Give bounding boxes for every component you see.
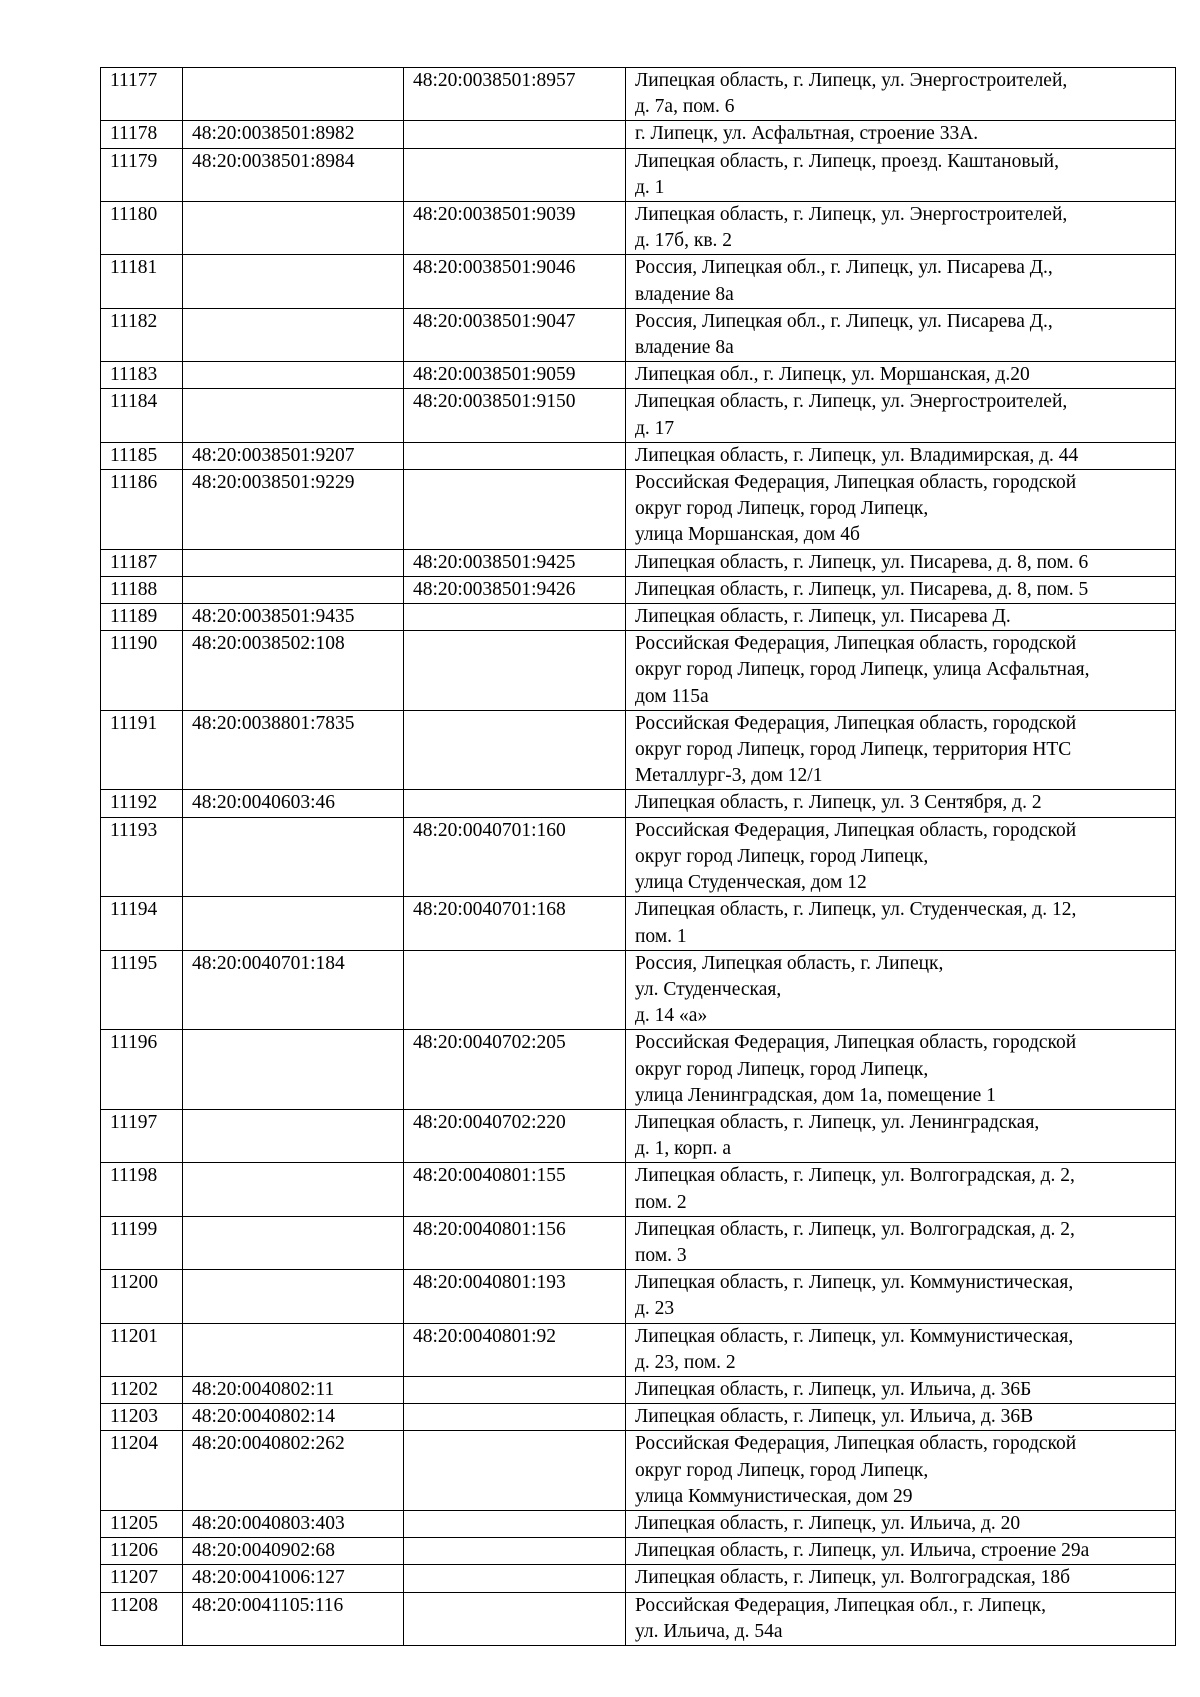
building-cadastral-number-cell [404,790,626,817]
table-row [101,710,1176,790]
building-cadastral-number-cell [404,442,626,469]
land-cadastral-number-cell [183,202,404,255]
land-cadastral-number-cell: 48:20:0038501:9207 [183,442,404,469]
land-cadastral-number-cell: 48:20:0040603:46 [183,790,404,817]
address-cell: Липецкая область, г. Липецк, ул. Волгоградская, д. 2, пом. 3 [626,1216,1176,1269]
cadastral-table [100,67,1176,1646]
land-cadastral-number-cell: 48:20:0040803:403 [183,1510,404,1537]
land-cadastral-number-cell [183,308,404,361]
address-cell: Российская Федерация, Липецкая область, городской округ город Липецк, город Липецк, территория НТС Металлург-3, дом 12/1 [626,710,1176,790]
address-cell: Липецкая обл., г. Липецк, ул. Моршанская, д.20 [626,362,1176,389]
document-page [100,67,1175,1646]
building-cadastral-number-cell: 48:20:0038501:9059 [404,362,626,389]
row-number-cell: 11188 [101,576,183,603]
table-row [101,631,1176,711]
table-body [101,68,1176,1646]
address-cell: Липецкая область, г. Липецк, ул. Ленинградская, д. 1, корп. а [626,1109,1176,1162]
building-cadastral-number-cell: 48:20:0040702:220 [404,1109,626,1162]
row-number-cell: 11191 [101,710,183,790]
row-number-cell: 11200 [101,1270,183,1323]
row-number-cell: 11205 [101,1510,183,1537]
row-number-cell: 11185 [101,442,183,469]
table-row [101,389,1176,442]
row-number-cell: 11192 [101,790,183,817]
building-cadastral-number-cell [404,148,626,201]
address-cell: Россия, Липецкая обл., г. Липецк, ул. Писарева Д., владение 8а [626,255,1176,308]
table-row [101,549,1176,576]
address-cell: Липецкая область, г. Липецк, ул. Писарева, д. 8, пом. 5 [626,576,1176,603]
building-cadastral-number-cell: 48:20:0038501:9425 [404,549,626,576]
row-number-cell: 11203 [101,1404,183,1431]
building-cadastral-number-cell: 48:20:0038501:9150 [404,389,626,442]
building-cadastral-number-cell [404,1538,626,1565]
land-cadastral-number-cell [183,68,404,121]
row-number-cell: 11207 [101,1565,183,1592]
row-number-cell: 11183 [101,362,183,389]
address-cell: г. Липецк, ул. Асфальтная, строение 33А. [626,121,1176,148]
address-cell: Липецкая область, г. Липецк, ул. Энергостроителей, д. 17б, кв. 2 [626,202,1176,255]
land-cadastral-number-cell [183,389,404,442]
building-cadastral-number-cell: 48:20:0038501:9047 [404,308,626,361]
land-cadastral-number-cell: 48:20:0038501:8984 [183,148,404,201]
address-cell: Липецкая область, г. Липецк, ул. Ильича, д. 36В [626,1404,1176,1431]
address-cell: Россия, Липецкая область, г. Липецк, ул. Студенческая, д. 14 «а» [626,950,1176,1030]
land-cadastral-number-cell: 48:20:0038502:108 [183,631,404,711]
building-cadastral-number-cell [404,604,626,631]
table-row [101,202,1176,255]
row-number-cell: 11208 [101,1592,183,1645]
table-row [101,362,1176,389]
table-row [101,1592,1176,1645]
address-cell: Липецкая область, г. Липецк, ул. Владимирская, д. 44 [626,442,1176,469]
address-cell: Российская Федерация, Липецкая область, городской округ город Липецк, город Липецк, улица Моршанская, дом 4б [626,470,1176,550]
table-row [101,1109,1176,1162]
row-number-cell: 11202 [101,1376,183,1403]
building-cadastral-number-cell [404,1431,626,1511]
land-cadastral-number-cell: 48:20:0041105:116 [183,1592,404,1645]
table-row [101,148,1176,201]
row-number-cell: 11194 [101,897,183,950]
address-cell: Российская Федерация, Липецкая обл., г. Липецк, ул. Ильича, д. 54а [626,1592,1176,1645]
building-cadastral-number-cell: 48:20:0040701:160 [404,817,626,897]
address-cell: Липецкая область, г. Липецк, ул. Волгоградская, 18б [626,1565,1176,1592]
row-number-cell: 11184 [101,389,183,442]
address-cell: Липецкая область, г. Липецк, ул. 3 Сентября, д. 2 [626,790,1176,817]
table-row [101,1510,1176,1537]
table-row [101,576,1176,603]
address-cell: Россия, Липецкая обл., г. Липецк, ул. Писарева Д., владение 8а [626,308,1176,361]
building-cadastral-number-cell: 48:20:0040801:155 [404,1163,626,1216]
row-number-cell: 11187 [101,549,183,576]
building-cadastral-number-cell [404,1376,626,1403]
table-row [101,1431,1176,1511]
land-cadastral-number-cell [183,817,404,897]
table-row [101,308,1176,361]
land-cadastral-number-cell: 48:20:0038501:8982 [183,121,404,148]
row-number-cell: 11182 [101,308,183,361]
building-cadastral-number-cell [404,470,626,550]
address-cell: Липецкая область, г. Липецк, ул. Волгоградская, д. 2, пом. 2 [626,1163,1176,1216]
table-row [101,1404,1176,1431]
address-cell: Липецкая область, г. Липецк, ул. Коммунистическая, д. 23, пом. 2 [626,1323,1176,1376]
land-cadastral-number-cell [183,1163,404,1216]
table-row [101,1030,1176,1110]
building-cadastral-number-cell [404,1565,626,1592]
row-number-cell: 11197 [101,1109,183,1162]
address-cell: Липецкая область, г. Липецк, ул. Студенческая, д. 12, пом. 1 [626,897,1176,950]
building-cadastral-number-cell [404,121,626,148]
land-cadastral-number-cell [183,1216,404,1269]
building-cadastral-number-cell [404,1592,626,1645]
land-cadastral-number-cell: 48:20:0040902:68 [183,1538,404,1565]
building-cadastral-number-cell: 48:20:0040801:193 [404,1270,626,1323]
address-cell: Российская Федерация, Липецкая область, городской округ город Липецк, город Липецк, улица Асфальтная, дом 115а [626,631,1176,711]
land-cadastral-number-cell: 48:20:0040701:184 [183,950,404,1030]
address-cell: Липецкая область, г. Липецк, ул. Ильича, д. 36Б [626,1376,1176,1403]
land-cadastral-number-cell [183,1109,404,1162]
address-cell: Липецкая область, г. Липецк, ул. Энергостроителей, д. 17 [626,389,1176,442]
row-number-cell: 11189 [101,604,183,631]
table-row [101,1270,1176,1323]
row-number-cell: 11206 [101,1538,183,1565]
table-row [101,470,1176,550]
row-number-cell: 11195 [101,950,183,1030]
land-cadastral-number-cell [183,255,404,308]
address-cell: Российская Федерация, Липецкая область, городской округ город Липецк, город Липецк, улица Коммунистическая, дом 29 [626,1431,1176,1511]
building-cadastral-number-cell [404,1404,626,1431]
address-cell: Липецкая область, г. Липецк, ул. Ильича, строение 29а [626,1538,1176,1565]
row-number-cell: 11180 [101,202,183,255]
land-cadastral-number-cell [183,1323,404,1376]
building-cadastral-number-cell: 48:20:0040801:92 [404,1323,626,1376]
building-cadastral-number-cell [404,1510,626,1537]
land-cadastral-number-cell [183,362,404,389]
land-cadastral-number-cell: 48:20:0040802:11 [183,1376,404,1403]
table-row [101,950,1176,1030]
address-cell: Липецкая область, г. Липецк, ул. Энергостроителей, д. 7а, пом. 6 [626,68,1176,121]
building-cadastral-number-cell: 48:20:0038501:9046 [404,255,626,308]
table-row [101,121,1176,148]
land-cadastral-number-cell: 48:20:0038801:7835 [183,710,404,790]
row-number-cell: 11186 [101,470,183,550]
table-row [101,1376,1176,1403]
building-cadastral-number-cell: 48:20:0038501:9426 [404,576,626,603]
land-cadastral-number-cell: 48:20:0041006:127 [183,1565,404,1592]
land-cadastral-number-cell: 48:20:0038501:9435 [183,604,404,631]
table-row [101,68,1176,121]
building-cadastral-number-cell [404,950,626,1030]
land-cadastral-number-cell [183,897,404,950]
row-number-cell: 11179 [101,148,183,201]
row-number-cell: 11204 [101,1431,183,1511]
address-cell: Липецкая область, г. Липецк, ул. Коммунистическая, д. 23 [626,1270,1176,1323]
table-row [101,604,1176,631]
table-row [101,1216,1176,1269]
address-cell: Липецкая область, г. Липецк, ул. Писарева, д. 8, пом. 6 [626,549,1176,576]
row-number-cell: 11190 [101,631,183,711]
table-row [101,1565,1176,1592]
address-cell: Липецкая область, г. Липецк, ул. Писарева Д. [626,604,1176,631]
table-row [101,1323,1176,1376]
row-number-cell: 11196 [101,1030,183,1110]
row-number-cell: 11178 [101,121,183,148]
row-number-cell: 11198 [101,1163,183,1216]
row-number-cell: 11193 [101,817,183,897]
building-cadastral-number-cell: 48:20:0038501:8957 [404,68,626,121]
table-row [101,1538,1176,1565]
address-cell: Российская Федерация, Липецкая область, городской округ город Липецк, город Липецк, улица Студенческая, дом 12 [626,817,1176,897]
table-row [101,1163,1176,1216]
row-number-cell: 11181 [101,255,183,308]
row-number-cell: 11201 [101,1323,183,1376]
building-cadastral-number-cell: 48:20:0038501:9039 [404,202,626,255]
table-row [101,442,1176,469]
row-number-cell: 11199 [101,1216,183,1269]
land-cadastral-number-cell [183,576,404,603]
land-cadastral-number-cell: 48:20:0038501:9229 [183,470,404,550]
table-row [101,255,1176,308]
address-cell: Липецкая область, г. Липецк, проезд. Каштановый, д. 1 [626,148,1176,201]
address-cell: Липецкая область, г. Липецк, ул. Ильича, д. 20 [626,1510,1176,1537]
land-cadastral-number-cell [183,549,404,576]
table-row [101,817,1176,897]
land-cadastral-number-cell [183,1030,404,1110]
land-cadastral-number-cell: 48:20:0040802:262 [183,1431,404,1511]
building-cadastral-number-cell [404,710,626,790]
row-number-cell: 11177 [101,68,183,121]
building-cadastral-number-cell: 48:20:0040801:156 [404,1216,626,1269]
land-cadastral-number-cell: 48:20:0040802:14 [183,1404,404,1431]
building-cadastral-number-cell [404,631,626,711]
building-cadastral-number-cell: 48:20:0040702:205 [404,1030,626,1110]
land-cadastral-number-cell [183,1270,404,1323]
building-cadastral-number-cell: 48:20:0040701:168 [404,897,626,950]
table-row [101,790,1176,817]
address-cell: Российская Федерация, Липецкая область, городской округ город Липецк, город Липецк, улица Ленинградская, дом 1а, помещение 1 [626,1030,1176,1110]
table-row [101,897,1176,950]
